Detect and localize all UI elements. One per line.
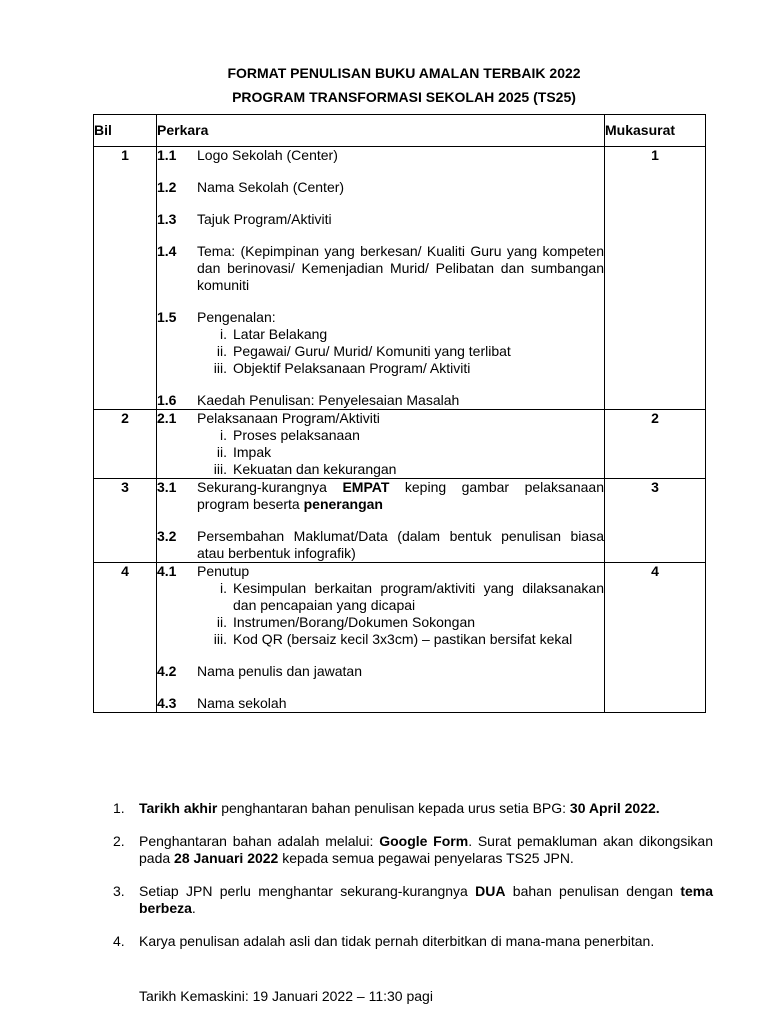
list-item <box>157 410 604 478</box>
item-text: Kaedah Penulisan: Penyelesaian Masalah <box>197 392 460 408</box>
sub-item-number: iii. <box>213 631 227 647</box>
item-body <box>197 309 604 377</box>
note-text: Penghantaran bahan adalah melalui: Google Form. Surat pemakluman akan dikongsikan pada 28 Januari 2022 kepada semua pegawai penyelaras TS25 JPN. <box>139 833 713 866</box>
item-text: Tajuk Program/Aktiviti <box>197 211 332 227</box>
item-number: 3.1 <box>157 479 177 495</box>
sub-item-text: Kekuatan dan kekurangan <box>233 461 397 477</box>
perkara-cell <box>157 563 605 713</box>
page-cell: 4 <box>605 563 706 713</box>
note-text: Tarikh akhir penghantaran bahan penulisan kepada urus setia BPG: 30 April 2022. <box>139 800 660 816</box>
sub-item <box>197 461 604 478</box>
item-body <box>197 563 604 648</box>
list-item <box>157 179 604 196</box>
table-row <box>94 479 706 563</box>
format-table <box>93 114 706 713</box>
sub-item <box>197 343 604 360</box>
note-item <box>113 800 713 817</box>
item-number: 4.2 <box>157 663 177 679</box>
sub-item-text: Objektif Pelaksanaan Program/ Aktiviti <box>233 360 471 376</box>
item-number: 1.5 <box>157 309 177 325</box>
perkara-cell <box>157 147 605 410</box>
sub-item <box>197 326 604 343</box>
last-updated: Tarikh Kemaskini: 19 Januari 2022 – 11:30 pagi <box>139 988 433 1004</box>
col-bil-header: Bil <box>94 115 157 147</box>
note-number: 4. <box>113 933 125 949</box>
bil-cell: 2 <box>94 410 157 479</box>
bil-cell: 3 <box>94 479 157 563</box>
bil-cell: 1 <box>94 147 157 410</box>
sub-item-number: ii. <box>216 444 227 460</box>
col-mukasurat-header: Mukasurat <box>605 115 706 147</box>
table-row <box>94 563 706 713</box>
page-cell: 1 <box>605 147 706 410</box>
item-number: 1.2 <box>157 179 177 195</box>
sub-item <box>197 631 604 648</box>
list-item <box>157 392 604 409</box>
sub-item <box>197 360 604 377</box>
item-number: 1.4 <box>157 243 177 259</box>
sub-item-text: Kesimpulan berkaitan program/aktiviti yang dilaksanakan dan pencapaian yang dicapai <box>233 580 604 613</box>
item-text: Penutup <box>197 563 250 579</box>
sub-item-text: Instrumen/Borang/Dokumen Sokongan <box>233 614 476 630</box>
item-number: 1.6 <box>157 392 177 408</box>
doc-title: FORMAT PENULISAN BUKU AMALAN TERBAIK 2022 <box>227 65 581 81</box>
sub-item-number: iii. <box>213 360 227 376</box>
list-item <box>157 479 604 513</box>
item-number: 3.2 <box>157 528 177 544</box>
item-number: 2.1 <box>157 410 177 426</box>
note-item <box>113 833 713 867</box>
list-item <box>157 528 604 562</box>
sub-item-number: iii. <box>213 461 227 477</box>
page-cell: 2 <box>605 410 706 479</box>
perkara-cell <box>157 479 605 563</box>
sub-item-text: Proses pelaksanaan <box>233 427 360 443</box>
list-item <box>157 695 604 712</box>
item-text: Sekurang-kurangnya EMPAT keping gambar pelaksanaan program beserta penerangan <box>197 479 604 512</box>
item-text: Nama Sekolah (Center) <box>197 179 345 195</box>
item-text: Persembahan Maklumat/Data (dalam bentuk penulisan biasa atau berbentuk infografik) <box>197 528 604 561</box>
note-number: 2. <box>113 833 125 849</box>
item-number: 4.3 <box>157 695 177 711</box>
item-text: Logo Sekolah (Center) <box>197 147 338 163</box>
item-text: Pelaksanaan Program/Aktiviti <box>197 410 380 426</box>
item-text: Nama sekolah <box>197 695 287 711</box>
list-item <box>157 663 604 680</box>
item-number: 1.3 <box>157 211 177 227</box>
sub-item-text: Kod QR (bersaiz kecil 3x3cm) – pastikan bersifat kekal <box>233 631 573 647</box>
perkara-cell <box>157 410 605 479</box>
item-body <box>197 410 604 478</box>
item-text: Tema: (Kepimpinan yang berkesan/ Kualiti Guru yang kompeten dan berinovasi/ Kemenjadian Murid/ Pelibatan dan sumbangan komuniti <box>197 243 604 293</box>
item-number: 1.1 <box>157 147 177 163</box>
list-item <box>157 147 604 164</box>
page-cell: 3 <box>605 479 706 563</box>
note-number: 1. <box>113 800 125 816</box>
list-item <box>157 309 604 377</box>
sub-item-number: i. <box>220 326 227 342</box>
sub-item <box>197 444 604 461</box>
sub-item-text: Pegawai/ Guru/ Murid/ Komuniti yang terlibat <box>233 343 511 359</box>
note-text: Setiap JPN perlu menghantar sekurang-kurangnya DUA bahan penulisan dengan tema berbeza. <box>139 883 713 916</box>
note-item <box>113 933 713 950</box>
sub-item-number: ii. <box>216 614 227 630</box>
sub-item-text: Impak <box>233 444 272 460</box>
note-number: 3. <box>113 883 125 899</box>
list-item <box>157 243 604 294</box>
note-text: Karya penulisan adalah asli dan tidak pernah diterbitkan di mana-mana penerbitan. <box>139 933 655 949</box>
table-row <box>94 147 706 410</box>
doc-subtitle: PROGRAM TRANSFORMASI SEKOLAH 2025 (TS25) <box>232 89 576 105</box>
sub-item-number: ii. <box>216 343 227 359</box>
bil-cell: 4 <box>94 563 157 713</box>
note-item <box>113 883 713 917</box>
list-item <box>157 211 604 228</box>
item-number: 4.1 <box>157 563 177 579</box>
sub-item-number: i. <box>220 580 227 596</box>
table-header-row <box>94 115 706 147</box>
list-item <box>157 563 604 648</box>
sub-item <box>197 614 604 631</box>
col-perkara-header: Perkara <box>157 115 605 147</box>
sub-item-text: Latar Belakang <box>233 326 328 342</box>
notes-list <box>113 800 713 966</box>
item-text: Pengenalan: <box>197 309 276 325</box>
item-text: Nama penulis dan jawatan <box>197 663 362 679</box>
sub-item <box>197 580 604 614</box>
sub-item <box>197 427 604 444</box>
table-row <box>94 410 706 479</box>
sub-item-number: i. <box>220 427 227 443</box>
